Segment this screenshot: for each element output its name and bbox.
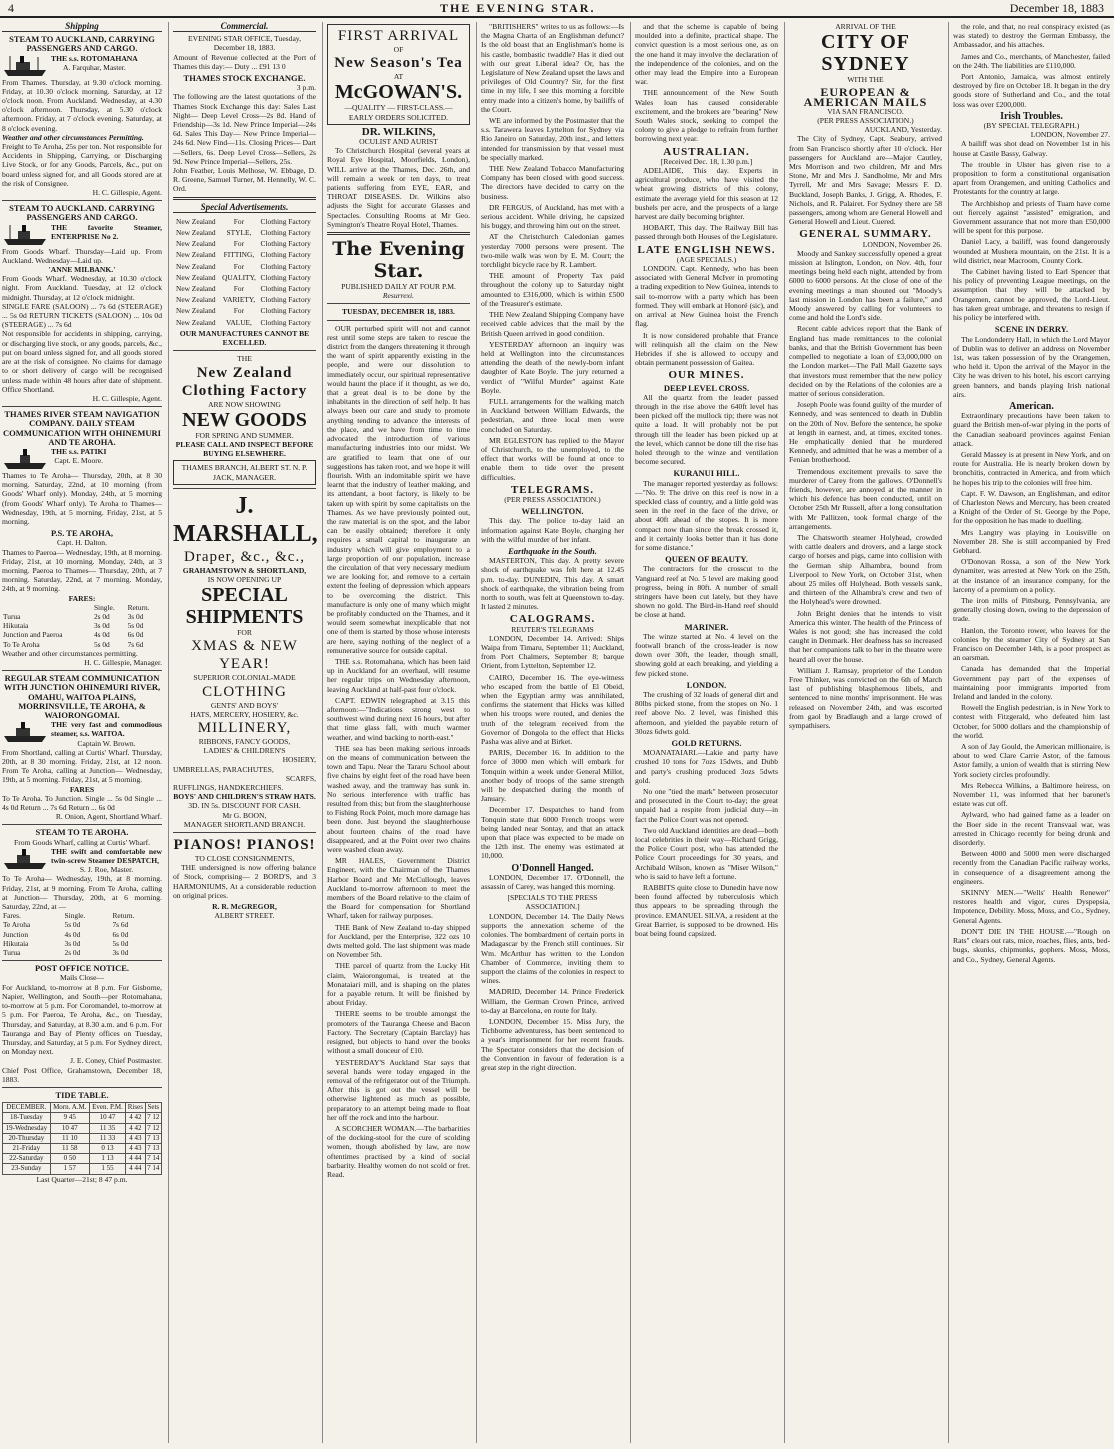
mine-report: All the quartz from the leader passed through in the rise above the 640ft level has been picked off the mullock tip; there was not quite a load. It will probably not be put through till the leader has been picked up at the level, which cannot be done till the rise has holed through to the winze and ventilation become secured. xyxy=(635,392,778,467)
ship-ad xyxy=(2,447,162,471)
mine-report: MOANATAIARI.—Lakie and party have crushed 10 tons for 7ozs 15dwts, and Dubb and party's crushing produced 3ozs 5dwts gold. xyxy=(635,748,778,785)
cable-item: December 17. Despatches to hand from Tonquin state that 6000 French troops were being landed near Sontay, and that an attack upon that place was expected to be made on the 12th inst. The enemy was estimated at 10,000. xyxy=(481,805,624,861)
steamship-icon xyxy=(2,847,48,871)
issue-date: December 18, 1883 xyxy=(1009,1,1104,15)
news-item: AT the Christchurch Caledonian games yesterday 7000 persons were present. The two-mile walk was won by E. M. Court; the torchlight bicycle race by R. Lambert. xyxy=(481,232,624,270)
column-telegrams xyxy=(476,22,628,1443)
column-irish-american xyxy=(948,22,1112,1443)
summary-item: The Chatsworth steamer Holyhead, crowded with cattle dealers and drovers, and a large stock cargo of horses and pigs, came into collision with the German ship Alhambra, bound from Liverpool to New York, on October 31st, when about 25 miles off Holyhead. Both vessels sank, and thirteen of the Alhambra's crew and two of the Holyhead's were drowned. xyxy=(789,532,942,607)
steamship-icon xyxy=(2,447,48,471)
tea-line-6: —QUALITY — FIRST-CLASS.— xyxy=(344,103,453,113)
agent-signature: R. Onion, Agent, Shortland Wharf. xyxy=(55,812,162,822)
nz-claim: OUR MANUFACTURES CANNOT BE EXCELLED. xyxy=(179,328,310,348)
season-line: FOR SPRING AND SUMMER. xyxy=(195,430,294,440)
table-row: Turua 2s 0d 3s 0d xyxy=(3,948,129,958)
masthead xyxy=(0,0,1114,18)
mcgregor-name: R. R. McGREGOR, xyxy=(212,901,277,911)
table-row: Junction 4s 0d 6s 0d xyxy=(3,929,129,939)
news-item: and that the scheme is capable of being moulded into a definite, practical shape. The convict question is a most serious one, as on the one hand it may involve the declaration of the independence of the colonies, and on the other may lead the Empire into a European war. xyxy=(635,22,778,87)
fares-text: SINGLE FARE (SALOON) ... 7s 6d (STEERAGE) ... 5s 0d RETURN TICKETS (SALOON) ... 10s 0d (STEERAGE) ... 7s 6d xyxy=(2,301,162,330)
ad-subheading: From Goods Wharf, calling at Curtis' Wharf. xyxy=(13,837,151,847)
notice-text: Freight to Te Aroha, 25s per ton. Not responsible for Accidents in Shipping, Carrying, or Discharging Live Stock, or for any Goods, Parcels, &c., put on board unless signed for, and all Goods stored are at the risk of Consignee. xyxy=(2,142,162,188)
tea-line-5: McGOWAN'S. xyxy=(334,81,463,104)
column-mail-arrival xyxy=(784,22,946,1443)
postmaster-signature: J. E. Coney, Chief Postmaster. xyxy=(70,1056,162,1066)
section-heading-commercial: Commercial. xyxy=(173,22,316,32)
post-office-heading: POST OFFICE NOTICE. xyxy=(34,963,130,974)
news-item: A bailiff was shot dead on November 1st in his house at Castle Bassy, Galway. xyxy=(953,139,1110,158)
editorial-text: OUR perturbed spirit will not and cannot rest until some steps are taken to rescue the district from the dangers threatening it through the want of spirit apparently existing in the people, and were our dissolution to immediately occur, our spiritual representative would haunt the place if it thought, as we do, that a great deal is to be done by the inhabitants in the direction of self help. It has always been our care and study to promote anything tending to advance the interests of the place, and we have from time to time advocated the introduction of various manufacturing industries into our midst. We are gratified to learn that one of our suggestions has taken root, and we hope it will flourish. With an indomitable spirit we have learnt that the industry of leather making, and its attendant, a boot factory, is likely to be taken up with spirit by some capitalists on the Thames. As we have previously pointed out, the raw material is on the spot, and the labor can be easily obtained; therefore it only requires a small capital to inaugurate an industry which will give employment to a large proportion of our population, increase the circulation of that very necessary medium we are looking for, and remove to a certain extent the feeling of depression which appears to be overcoming the district. This manufacture is only one of many which might be profitably conducted on the Thames, and it would seem somewhat inexplicable that not one of them is started by those whose interests are here, saying nothing of the neglect of a remunerative source for outside capital. xyxy=(327,323,470,655)
clothing-heading: CLOTHING xyxy=(202,683,287,700)
news-item: THERE seems to be trouble amongst the promoters of the Tauranga Cheese and Bacon Factory. The Secretary (Captain Barclay) has resigned, but objects to hand over the books without a small douceur of £10. xyxy=(327,1009,470,1056)
ad-heading: STEAM TO AUCKLAND. CARRYING PASSENGERS AND CARGO. xyxy=(9,203,155,223)
column-mines xyxy=(630,22,782,1443)
mine-heading: QUEEN OF BEAUTY. xyxy=(665,554,748,565)
mcgregor-address: ALBERT STREET. xyxy=(214,911,275,921)
news-item: THE New Zealand Tobacco Manufacturing Company has been closed with good success. The directors have decided to carry on the business. xyxy=(481,164,624,201)
special-heading: SPECIAL xyxy=(201,584,288,607)
news-item: Gerald Massey is at present in New York, and on route for Australia. He is nearly broken down by bronchitis, contracted in America, and from which he hopes his trip to the colonies will free him. xyxy=(953,449,1110,487)
schedule-text: Thames to Te Aroha— Thursday, 20th, at 8 30 morning. Saturday, 22nd, at 10 morning (from Goods' Wharf only). Monday, 24th, at 5 morning (from Goods' Wharf only). Te Aroha to Thames— Wednesday, 19th, at 5 morning. Friday, 21st, at 5 morning. xyxy=(2,470,162,526)
ship-master: Captain W. Brown. xyxy=(77,738,136,748)
consignments-text: THE undersigned is now offering balance of Stock, comprising— 2 BORD'S, and 3 HARMONIUMS, At a considerable reduction on original prices. xyxy=(173,863,316,900)
table-row: New Zealand For Clothing Factory xyxy=(176,239,311,249)
telegrams-heading: TELEGRAMS. xyxy=(510,483,595,496)
letter-britishers: "BRITISHERS" writes to us as follows:—Is the Magna Charta of an Englishman defunct? Is the old boast that an Englishman's home is his castle, bombastic twaddle? Has it died out with our great Liberal idea? Or, has the Legislature of New Zealand upset the laws and privileges of Old Country? Sir, for the first time in my life, I see this morning a forcible entry made into a citizen's home, by bailiffs of the Court. xyxy=(481,22,624,114)
press-association-line: (PER PRESS ASSOCIATION.) xyxy=(504,494,601,504)
our-mines-heading: OUR MINES. xyxy=(668,369,745,382)
tea-ad xyxy=(327,24,470,125)
news-item: Canada has demanded that the Imperial Government pay part of the expenses of maintaining poor immigrants imported from Ireland and landed in the colony. xyxy=(953,664,1110,702)
news-item: Between 4000 and 5000 men were discharged recently from the Canadian Pacific railway works, in consequence of a disagreement among the engineers. xyxy=(953,849,1110,886)
age-specials-line: (AGE SPECIALS.) xyxy=(676,254,737,264)
city-of-sydney-heading: CITY OF SYDNEY xyxy=(820,31,911,76)
pianos-heading: PIANOS! PIANOS! xyxy=(173,836,316,853)
news-item: Extraordinary precautions have been taken to guard the British men-of-war plying in the ports of the Canadian seaboard provinces against Fenian attack. xyxy=(953,411,1110,448)
ruffles-line: RUFFLINGS, HANDKERCHIEFS. xyxy=(173,782,284,792)
news-item: O'Donovan Rossa, a son of the New York dynamiter, was arrested at New York on the 25th, at the instance of an insurance company, for the larceny of a premium on a policy. xyxy=(953,557,1110,594)
news-item: Two old Auckland identities are dead—both local celebrities in their way—Richard Grigg, the Police Court post, who has attended the Police Court proceedings for 30 years, and Archibald Wilson, known as "Miser Wilson," who is said to have left a fortune. xyxy=(635,825,778,881)
odonnell-heading: O'Donnell Hanged. xyxy=(511,862,594,874)
cable-item: LONDON, December 14. The Daily News supports the annexation scheme of the colonies. The bombardment of certain ports in Madagascar by the French still continues. Sir Wm. McArthur has written to the London Chamber of Commerce, inviting them to support the claims of the colonies in respect to wines. xyxy=(481,911,624,986)
customs-revenue: Amount of Revenue collected at the Port of Thames this day:— Duty ... £91 13 0 xyxy=(173,52,316,71)
special-telegraph-line: (BY SPECIAL TELEGRAPH.) xyxy=(983,121,1080,131)
mine-report: The manager reported yesterday as follows:—"No. 9: The drive on this reef is now in a speckled class of country, and a little gold was seen in the reef in the face of the drive, or about 40ft ahead of the stopes. It is more compact now than since the break crossed it, and it certainly looks better than it has done for some distance." xyxy=(635,478,778,552)
ship-master: Capt. E. Moore. xyxy=(54,456,104,466)
table-row: New Zealand QUALITY, Clothing Factory xyxy=(176,272,311,282)
weather-note: Weather and other circumstances Permitting. xyxy=(2,132,144,142)
ship-ad xyxy=(2,720,162,748)
ship-master: S. J. Roe, Master. xyxy=(79,865,134,875)
column-shipping xyxy=(2,22,166,1443)
advertisement: SKINNY MEN.—"Wells' Health Renewer" restores health and vigor, cures Dyspepsia, Impotence, Debility. Moss, Moss, and Co., Sydney, General Agents. xyxy=(953,888,1110,925)
fares-title: FARES xyxy=(69,784,95,794)
table-row: 21-Friday 11 58 0 13 4 43 7 13 xyxy=(3,1143,162,1153)
schedule-text: From Goods Wharf. Wednesday, at 10.30 o'clock night. From Auckland. Tuesday, at 12 o'clock midnight. Thursday, at 12 o'clock midnight. xyxy=(2,274,162,302)
news-item: THE New Zealand Shipping Company have received cable advices that the mail by the British Queen arrived in good condition. xyxy=(481,310,624,338)
schedule-text: Thames to Paeroa— Wednesday, 19th, at 8 morning. Friday, 21st, at 10 morning. Monday, 24th, at 3 morning. Paeroa to Thames— Thursday, 20th, at 7 morning. Saturday, 22nd, at 7 morning. Monday, 24th, at 9 morning. xyxy=(2,547,162,594)
news-item: MR HALES, Government District Engineer, with the Chairman of the Thames Harbor Board and Mr McCullough, leaves Auckland to-morrow afternoon to meet the members of the Board relative to the claim of the Board for compensation for Shortland Wharf, taken for railway purposes. xyxy=(327,856,470,921)
paper-date: TUESDAY, DECEMBER 18, 1883. xyxy=(342,307,455,317)
millinery-heading: MILLINERY, xyxy=(197,719,292,736)
summary-item: John Bright denies that he intends to visit America this winter. The health of the Princess of Wales is not good; she has increased the cold caught in Denmark. Her deafness has so increased that her companions talk to her in the theatre were heard all over the house. xyxy=(789,608,942,664)
column-editorial xyxy=(322,22,474,1443)
table-row: New Zealand For Clothing Factory xyxy=(176,261,311,271)
mine-heading: DEEP LEVEL CROSS. xyxy=(663,382,750,393)
consignments-line: TO CLOSE CONSIGNMENTS, xyxy=(194,853,295,863)
news-item: Mrs Rebecca Wilkins, a Baltimore heiress, on November 11, was informed that her baronet's estate was cut off. xyxy=(953,780,1110,809)
discount-line: 3D. IN 5s. DISCOUNT FOR CASH. xyxy=(188,801,301,811)
agent-signature: H. C. Gillespie, Agent. xyxy=(92,188,162,198)
ship-name: 'ANNE MILBANK.' xyxy=(48,265,116,275)
table-row: New Zealand STYLE, Clothing Factory xyxy=(176,228,311,238)
news-item: THE s.s. Rotomahana, which has been laid up in Auckland for an overhaul, will resume her regular trips on Wednesday afternoon, leaving Auckland at half-past four o'clock. xyxy=(327,656,470,694)
cable-item: It is now considered probable that France will relinquish all the claim on the New Hebrides if she is allowed to occupy and obtain permanent possession of Gaitea. xyxy=(635,330,778,368)
column-commercial xyxy=(168,22,320,1443)
marshall-location: GRAHAMSTOWN & SHORTLAND, xyxy=(182,565,307,575)
dateline-auckland: AUCKLAND, Yesterday. xyxy=(864,125,942,135)
draper-line: Draper, &c., &c., xyxy=(184,548,305,565)
umbrellas-line: UMBRELLAS, PARACHUTES, xyxy=(173,764,274,774)
table-row: New Zealand For Clothing Factory xyxy=(176,306,311,316)
nz-clothing-ad-table xyxy=(173,215,316,329)
news-item: THE announcement of the New South Wales loan has caused considerable excitement, and the brokers are "bearing" New South Wales stock, seeking to compel the colony to give a pledge to refrain from further borrowing next year. xyxy=(635,88,778,144)
news-item: James and Co., merchants, of Manchester, failed on the 24th. The liabilities are £110,000. xyxy=(953,51,1110,70)
news-item: WE are informed by the Postmaster that the s.s. Tarawera leaves Lyttelton for Sydney via Rio Janeiro on Saturday, 20th inst., and letters intended for transmission by that vessel must be specially marked. xyxy=(481,116,624,162)
paper-title: The Evening Star. xyxy=(332,238,465,283)
scarfs-line: SCARFS, xyxy=(285,773,316,783)
ship-name: THE very fast and commodious steamer, s.s. WAITOA. xyxy=(51,720,162,739)
fares-table: Single. Return. Turua 2s 0d 3s 0d Hikutaia 3s 0d 5s 0d Junction and Paeroa 4s 0d 6s 0d To Te Aroha 5s 0d 7s 6d xyxy=(2,603,162,649)
news-item: A SCORCHER WOMAN.—The barbarities of the docking-stool for the cure of scolding women, though abolished by law, are now oftentimes practised by a kind of social barbarity. Healthy women do not scold or fret. Read. xyxy=(327,1123,470,1179)
now-showing: ARE NOW SHOWING xyxy=(208,399,281,409)
agent-signature: H. C. Gillespie, Manager. xyxy=(84,657,162,667)
office-dateline: EVENING STAR OFFICE, Tuesday, December 18, 1883. xyxy=(187,34,302,53)
ad-heading: STEAM TO AUCKLAND, CARRYING PASSENGERS AND CARGO. xyxy=(9,34,155,54)
broker-list: John Feather, Louis Melhose, W. Ebbage, D. R. Greene, Samuel Turner, M. Hennelly, W. C. Ord. xyxy=(173,166,316,194)
fares-table: Fares. Single. Return. Te Aroha 5s 0d 7s 6d Junction 4s 0d 6s 0d Hikutaia 3s 0d 5s 0d Turua 2s 0d 3s 0d xyxy=(2,911,162,957)
mails-heading: EUROPEAN & AMERICAN MAILS xyxy=(803,85,928,109)
new-goods-heading: NEW GOODS xyxy=(182,408,307,431)
calograms-heading: CALOGRAMS. xyxy=(509,613,596,626)
mine-heading: MARINER. xyxy=(684,621,729,632)
gents-line: GENTS' AND BOYS' xyxy=(210,700,279,710)
ship-name: THE favorite Steamer, ENTERPRISE No 2. xyxy=(51,222,162,241)
via-line: VIA SAN FRANCISCO. xyxy=(827,106,904,116)
cable-item: LONDON. Capt. Kennedy, who has been associated with General McIver in promoting a trading expedition to New Guinea, intends to sail to-morrow with a party which has been formed. They will embark at Honoré (sic), and on arrival at New Guinea hoist the French flag. xyxy=(635,264,778,329)
stock-exchange-time: 3 p.m. xyxy=(296,83,316,93)
ad-heading: REGULAR STEAM COMMUNICATION WITH JUNCTION OHINEMURI RIVER, OMAHU, WAITOA PLAINS, MORRINSVILLE, TE AROHA, & WAIORONGOMAI. xyxy=(3,673,161,720)
marshall-name: J. MARSHALL, xyxy=(173,492,318,547)
press-association-line: (PER PRESS ASSOCIATION.) xyxy=(817,116,914,126)
news-item: THE amount of Property Tax paid throughout the colony up to Saturday night amounted to £316,000, which is within £500 of the Treasurer's estimate. xyxy=(481,271,624,308)
post-office-date: Chief Post Office, Grahamstown, December 18, 1883. xyxy=(2,1065,162,1084)
xmas-line: XMAS & NEW YEAR! xyxy=(191,638,298,673)
specials-line: [SPECIALS TO THE PRESS ASSOCIATION.] xyxy=(507,893,598,912)
summary-item: Tremendous excitement prevails to save the murderer of Carey from the gallows. O'Donnell's friends, however, are annoyed at the manner in which his defence has been conducted, until on October 25th Mr Russell, after a long consultation with Mr Pallitzen, took formal charge of the arrangements. xyxy=(789,466,942,531)
boon-title: MANAGER SHORTLAND BRANCH. xyxy=(183,819,306,829)
irish-troubles-heading: Irish Troubles. xyxy=(1000,110,1063,122)
schedule-text: From Shortland, calling at Curtis' Wharf. Thursday, 20th, at 8 30 morning. Friday, 21st, at 12 noon. From Te Aroha, calling at Junction— Wednesday, 19th, at 5 morning. Friday, 21st, at 5 morning. xyxy=(2,747,162,785)
inspect-line: PLEASE CALL AND INSPECT BEFORE BUYING ELSEWHERE. xyxy=(175,439,314,459)
news-item: THE sea has been making serious inroads on the means of communication between the town and Tapu. Near the Tararu School about five chains by eight feet of the road have been washed away, and the tramway has sunk in. No serious interference with traffic has resulted from this; but from the slaughterhouse to Fishing Rock Point, much more damage has been done. Just beyond the slaughterhouse about fourteen chains of the road have disappeared, and at the Point over two chains were washed clean away. xyxy=(327,743,470,855)
table-row: New Zealand For Clothing Factory xyxy=(176,284,311,294)
page-number: 4 xyxy=(8,1,14,15)
arrival-text: The City of Sydney, Capt. Seabury, arrived from San Francisco shortly after 10 o'clock. Her passengers for Auckland are—Major Cautley, Mrs Morrison and two children, Mr and Mrs Stone, Mr and Mrs J. Sandholme, Mr and Mrs Tyrrell, Mr and Mrs Savage; Messrs F. D. Buckland, Joseph Banks, J. Grigg, A. Rhodes, F. Nichols, and R. Palairet. For Sydney there are 58 passengers, among whom are General Howell and General Howell and Lieut. Cuered. xyxy=(789,134,942,227)
table-row: 18-Tuesday 9 45 10 47 4 42 7 12 xyxy=(3,1113,162,1123)
tea-line-2: OF xyxy=(393,45,404,54)
scene-in-derry-heading: SCENE IN DERRY. xyxy=(994,324,1069,335)
dateline-wellington: WELLINGTON. xyxy=(521,506,584,517)
news-item: YESTERDAY'S Auckland Star says that several hands were today engaged in the removal of the refrigerator out of the Triumph. After this is got out the vessel will be otherwise lightened as much as possible, preparatory to an attempt being made to float her off the rock and into the harbour. xyxy=(327,1057,470,1122)
tea-line-7: EARLY ORDERS SOLICITED. xyxy=(348,112,449,122)
newspaper-title: THE EVENING STAR. xyxy=(440,1,596,15)
schedule-text: From Thames. Thursday, at 9.30 o'clock morning. Friday, at 10.30 o'clock morning. Saturday, at 12 o'clock noon. From Auckland. Wednesday, at 4.30 o'clock afternoon. Thursday, at 5.30 o'clock afternoon. Friday, at 7 o'clock evening. Saturday, at 8 o'clock evening. xyxy=(2,77,162,133)
ship-name: THE s.s. ROTOMAHANA xyxy=(51,53,138,63)
hosiery-line: HOSIERY, xyxy=(282,755,316,765)
table-row: Turua 2s 0d 3s 0d xyxy=(3,611,144,621)
dateline-london: LONDON, November 27. xyxy=(1030,130,1110,140)
steamship-icon xyxy=(2,223,48,247)
news-item: Hanlon, the Toronto rower, who leaves for the colonies by the steamer City of Sydney at San Francisco on December 14th, is a poor prospect as an oarsman. xyxy=(953,625,1110,663)
reuter-line: REUTER'S TELEGRAMS xyxy=(511,624,594,634)
post-office-sub: Mails Close— xyxy=(59,973,105,983)
published-line: PUBLISHED DAILY AT FOUR P.M. xyxy=(341,282,456,292)
news-item: CAPT. EDWIN telegraphed at 3.15 this afternoon:—"Indications strong west to southwest wind during next 16 hours, but after that time glass fall, with much warmer weather, and wind backing to north-east." xyxy=(327,695,470,742)
table-row: 20-Thursday 11 10 11 33 4 43 7 13 xyxy=(3,1133,162,1143)
news-item: Rowell the English pedestrian, is in New York to contest with Fitzgerald, who defeated him last October, for 5000 dollars and the championship of the world. xyxy=(953,703,1110,740)
news-item: A son of Jay Gould, the American millionaire, is about to wed Clare Carrie Astor, of the famous Astor family, a union of wealth that is stirring New York society circles profoundly. xyxy=(953,742,1110,779)
schedule-text: To Te Aroha— Wednesday, 19th, at 8 morning. Friday, 21st, at 9 morning. From Te Aroha, calling at Junction— Thursday, 20th, at 6 morning. Saturday, 22nd, at — xyxy=(2,874,162,912)
table-row: Hikutaia 3s 0d 5s 0d xyxy=(3,621,144,631)
summary-item: Recent cable advices report that the Bank of England has made remittances to the colonial banks, and that the British Government has been compelled to negotiate a loan of £3,000,000 on the London market—The Pall Mall Gazette says that investors must remember that the new policy decided on by the Relations of the colonies are a matter of serious consideration. xyxy=(789,324,942,398)
for-line: FOR xyxy=(237,628,252,638)
summary-item: William J. Ramsay, proprietor of the London Free Thinker, was convicted on the 6th of March last of publishing blasphemous libels, and sentenced to nine months' imprisonment. He was released on November 24th, and was escorted from gaol by Bradlaugh and a large crowd of sympathisers. xyxy=(789,665,942,731)
table-row: Hikutaia 3s 0d 5s 0d xyxy=(3,938,129,948)
news-item: YESTERDAY afternoon an inquiry was held at Wellington into the circumstances attending the death of the newly-born infant daughter of Kate Boyle. The jury returned a verdict of "Wilful Murder" against Kate Boyle. xyxy=(481,339,624,395)
advertisement: DON'T DIE IN THE HOUSE.—"Rough on Rats" clears out rats, mice, roaches, flies, ants, bed-bugs, skunks, chipmunks, gophers. Moss, Moss, and Co., Sydney, General Agents. xyxy=(953,926,1110,964)
american-heading: American. xyxy=(1009,400,1054,412)
news-item: Mrs Langtry was playing in Louisville on November 28. She is still accompanied by Fred Gebhard. xyxy=(953,527,1110,555)
cable-item: PARIS, December 16. In addition to the force of 3000 men which will embark for Tonquin within a week under General Millot, another body of troops of the same strength will be despatched during the month of January. xyxy=(481,748,624,804)
tide-table: DECEMBER. Morn. A.M. Even. P.M. Rises Sets 18-Tuesday 9 45 10 47 4 42 7 12 19-Wednesday 10 47 11 35 4 42 7 12 20-Thursday 11 10 11 33 4 43 7 13 21-Friday 11 58 0 13 4 43 7 13 22-Saturday 0 50 1 13 4 44 7 14 23-Sunday 1 57 1 55 4 44 7 14 xyxy=(2,1102,162,1174)
ship-name: THE s.s. PATIKI xyxy=(51,446,107,456)
news-item: RABBITS quite close to Dunedin have now been found affected by tuberculosis which thus appears to be spreading through the province. EMANUEL SILVA, a resident at the Great Barrier, is supposed to be drowned. His boat being found capsized. xyxy=(635,883,778,939)
cable-item: CAIRO, December 16. The eye-witness who escaped from the battle of El Obeid, when the Egyptian army was annihilated, confirms the statement that Hicks was killed when his troops were routed, and denies the truth of the telegram received from the Governor of Dongola to the effect that Hicks Pasha was alive and at Birket. xyxy=(481,672,624,747)
ship-master: Capt. H. Dalton. xyxy=(57,538,107,548)
summary-item: Moody and Sankey successfully opened a great mission at Islington, London, on Nov. 4th, four meetings being held each night, attended by from 6000 to 6000 persons. At the close of one of the evening meetings a man shouted out "Moody's last mission in London has been a failure," and Moody answered by calling for volunteers to come and hold the Lord's side. xyxy=(789,248,942,323)
news-item: DR FERGUS, of Auckland, has met with a serious accident. While driving, he capsized his buggy, and throwing him out on the street. xyxy=(481,202,624,231)
received-line: [Received Dec. 18, 1.30 p.m.] xyxy=(660,156,753,166)
moon-phase-note: Last Quarter—21st; 8 47 p.m. xyxy=(36,1174,128,1184)
news-item: THE parcel of quartz from the Lucky Hit claim, Waiorongomai, is treated at the Monataiari mill, and is shaping on the plates for a payable return. It will be finished by about Friday. xyxy=(327,961,470,1008)
wilkins-name: DR. WILKINS, xyxy=(361,125,436,138)
ship-name: P.S. TE AROHA, xyxy=(50,528,114,539)
ad-heading: THAMES RIVER STEAM NAVIGATION COMPANY. DAILY STEAM COMMUNICATION WITH OHINEMURI AND TE AROHA. xyxy=(3,409,161,447)
news-item: The Londonderry Hall, in which the Lord Mayor of Dublin was to deliver an address on November 1st, was taken possession of by the Orangemen, who held it. Upon the arrival of the Mayor in the City he was driven to his hotel, his escort carrying green banners, and bands playing Irish national airs. xyxy=(953,334,1110,399)
news-item: the role, and that, no real conspiracy existed (as was stated) to destroy the German Embassy, the Ambassador, and his attaches. xyxy=(953,22,1110,50)
fares-text: To Te Aroha. To Junction. Single ... 5s 0d Single ... 4s 0d Return ... 7s 6d Return ... 6s 0d xyxy=(2,793,162,813)
opening-line: IS NOW OPENING UP xyxy=(207,574,282,584)
fares-title: FARES: xyxy=(68,593,96,603)
mine-report: The crushing of 32 loads of general dirt and 80lbs picked stone, from the stopes on No. 1 reef above No. 2 level, was finished this afternoon, and yielded the payable return of 30ozs 6dwts gold. xyxy=(635,690,778,736)
news-item: The Archbishop and priests of Tuam have come out fiercely against "assisted" emigration, and Government assurance that not more than £50,000 will be spent for this purpose. xyxy=(953,198,1110,236)
table-row: Junction and Paeroa 4s 0d 6s 0d xyxy=(3,630,144,640)
mine-report: The contractors for the crosscut to the Vanguard reef at No. 5 level are making good progress, being in 80ft. A number of small stringers have been cut lately, but they have shown no gold. The Bird-in-Hand reef should be close at hand. xyxy=(635,564,778,620)
mine-heading: LONDON. xyxy=(686,679,727,690)
hats-line: HATS, MERCERY, HOSIERY, &c. xyxy=(190,709,299,719)
wilkins-text: To Christchurch Hospital (several years at Royal Eye Hospital, Moorfields, London), WILL arrive at the Thames, Dec. 26th, and will remain a week or ten days, to treat patients suffering from EYE, EAR, and THROAT DISEASES. Dr. Wilkins also adjusts the Sight for accurate Glasses and Spectacles. Consulting Rooms at Mr Geo. Symington's Theatre Royal Hotel, Thames. xyxy=(327,146,470,229)
news-item: No one "tied the mark" between prosecutor and prosecuted in the Court to-day; the great unpaid had a respite from judicial duty—in fact the Police Court was not opened. xyxy=(635,787,778,824)
general-summary-heading: GENERAL SUMMARY. xyxy=(799,228,932,241)
ship-name: THE swift and comfortable new twin-screw Steamer DESPATCH, xyxy=(51,846,162,866)
shipments-heading: SHIPMENTS xyxy=(185,606,304,629)
australian-heading: AUSTRALIAN. xyxy=(663,145,750,158)
wilkins-title: OCULIST AND AURIST xyxy=(359,137,438,147)
superior-line: SUPERIOR COLONIAL-MADE xyxy=(193,673,296,683)
tea-line-4: AT xyxy=(393,72,404,82)
table-row: Te Aroha 5s 0d 7s 6d xyxy=(3,920,129,930)
section-heading-shipping: Shipping xyxy=(2,22,162,32)
tea-line-3: New Season's Tea xyxy=(334,55,463,72)
news-item: The Cabinet having listed to Earl Spencer that his policy of preventing League meetings, on the assumption that they will be attacked by Orangemen, cannot be approved, the Lord-Lieut. has taken great umbrage, and threatens to resign if his policy be interfered with. xyxy=(953,267,1110,323)
table-row: 23-Sunday 1 57 1 55 4 44 7 14 xyxy=(3,1164,162,1174)
nz-factory-name: New Zealand Clothing Factory xyxy=(181,364,308,399)
news-item: THE Bank of New Zealand to-day shipped for Auckland, per the Enterprise, 322 ozs 10 dwts melted gold. The last shipment was made on November 5th. xyxy=(327,922,470,960)
news-item: Aylward, who had gained fame as a leader on the Boer side in the recent Transvaal war, was arrested in Chicago recently for being drunk and disorderly. xyxy=(953,810,1110,848)
earthquake-text: MASTERTON, This day. A pretty severe shock of earthquake was felt here at 12.45 p.m. to-day. DUNEDIN, This day. A smart shock of earthquake, the vibration being from north to south, was felt at Queenstown to-day. It lasted 2 minutes. xyxy=(481,556,624,612)
notice-text: Not responsible for accidents in shipping, carrying, or discharging live stock, or any goods, parcels, &c., put on board unless signed for, and all goods stored are at the risk of consignee. No claims for damage to or short delivery of cargo will be recognised unless made within 48 hours after date of shipment. Office Shortland. xyxy=(2,329,162,394)
earthquake-heading: Earthquake in the South. xyxy=(508,545,597,556)
ship-ad xyxy=(2,847,162,875)
summary-item: Joseph Poole was found guilty of the murder of Kennedy, and was sentenced to death in Dublin on the 20th of Nov. Before the sentence, he spoke at length in earnest, and, at times, excited tones. He emphatically denied that he murdered Kennedy, and admitted that he was a member of a Fenian brotherhood. xyxy=(789,400,942,465)
ladies-line: LADIES' & CHILDREN'S xyxy=(203,746,286,756)
straw-hats-line: BOYS' AND CHILDREN'S STRAW HATS. xyxy=(173,792,316,802)
dateline-london: LONDON, November 26. xyxy=(862,239,942,249)
cable-item: MADRID, December 14. Prince Frederick William, the German Crown Prince, arrived to-day at Barcelona, en route for Italy. xyxy=(481,987,624,1015)
steamship-icon xyxy=(2,720,48,744)
telegram-text: This day. The police to-day laid an information against Kate Boyle, charging her with the wilful murder of her infant. xyxy=(481,516,624,544)
ship-ad xyxy=(2,54,162,78)
table-row: New Zealand For Clothing Factory xyxy=(176,216,311,226)
section-heading-special-ads: Special Advertisements. xyxy=(173,203,316,213)
post-office-text: For Auckland, to-morrow at 8 p.m. For Gisborne, Napier, Wellington, and South—per Rotomahana, to-morrow at 5 p.m. For Coromandel, to-morrow at 5 p.m. For Paeroa, Te Aroha, &c., on Tuesday, Thursday, and Saturday, at 8.30 a.m. and 6 p.m. For Tauranga and Bay of Plenty offices on Tuesday, Thursday, and Saturday, at 5 p.m. For Sydney direct, on Monday next. xyxy=(2,982,162,1057)
weather-note: Weather and other circumstances permitting. xyxy=(2,648,138,658)
cable-item: LONDON, December 17. O'Donnell, the assassin of Carey, was hanged this morning. xyxy=(481,872,624,892)
cable-item: LONDON, December 14. Arrived: Ships Waipa from Timaru, September 11; Auckland, from Port Chalmers, September 8; barque Orient, from Lyttelton, September 12. xyxy=(481,633,624,671)
ribbons-line: RIBBONS, FANCY GOODS, xyxy=(198,736,291,746)
arrival-line: ARRIVAL OF THE xyxy=(835,22,896,31)
table-row: New Zealand FITTING, Clothing Factory xyxy=(176,250,311,260)
with-the-line: WITH THE xyxy=(847,75,884,85)
agent-signature: H. C. Gillespie, Agent. xyxy=(92,393,162,403)
cable-item: HOBART, This day. The Railway Bill has passed through both Houses of the Legislature. xyxy=(635,223,778,242)
news-item: Capt. F. W. Dawson, an Englishman, and editor of Charleston News and Mercury, has been created a Knight of the Order of St. George by the Pope, for the opposition he has made to duelling. xyxy=(953,488,1110,526)
tide-table-heading: TIDE TABLE. xyxy=(55,1089,109,1100)
late-english-heading: LATE ENGLISH NEWS. xyxy=(637,243,776,256)
news-item: The iron mills of Pittsburg, Pennsylvania, are generally closing down, owing to the depression of trade. xyxy=(953,595,1110,624)
news-item: Port Antonio, Jamaica, was almost entirely destroyed by fire on October 18. It began in the dry goods store of Sutherland and Co., and the total loss was over £200,000. xyxy=(953,72,1110,109)
news-item: FULL arrangements for the walking match in Auckland between William Edwards, the pedestrian, and three local men were concluded on Saturday. xyxy=(481,396,624,434)
schedule-text: From Goods Wharf. Thursday—Laid up. From Auckland. Wednesday—Laid up. xyxy=(2,246,162,265)
gold-returns-heading: GOLD RETURNS. xyxy=(671,738,742,749)
news-item: The trouble in Ulster has given rise to a proposition to form a constitutional organisation apart from Orangemen, and uniting Catholics and Protestants for the country at large. xyxy=(953,159,1110,197)
ship-ad xyxy=(2,223,162,247)
boon-name: Mr G. BOON, xyxy=(222,810,267,820)
ad-the: THE xyxy=(237,354,252,364)
thames-branch-box: THAMES BRANCH, ALBERT ST. N. P. JACK, MANAGER. xyxy=(173,460,316,484)
steamship-icon xyxy=(2,54,48,78)
tea-line-1: FIRST ARRIVAL xyxy=(337,28,460,44)
stock-exchange-text: The following are the latest quotations of the Thames Stock Exchange this day: Sales Last Night— Deep Level Cross—2s 8d. Hand of Friendship—3s 1d. New Prince Imperial—24s 6d. Sales This Day— New Prince Imperial—24s 6d. New Find—11s. Closing Prices— Dart—Sellers, 6s. Deep Level Cross—Sellers, 2s 9d. New Prince Imperial—Sellers, 25s. xyxy=(173,92,316,166)
stock-exchange-heading: THAMES STOCK EXCHANGE. xyxy=(183,73,306,84)
table-row: 22-Saturday 0 50 1 13 4 44 7 14 xyxy=(3,1154,162,1164)
table-row: New Zealand VALUE, Clothing Factory xyxy=(176,317,311,327)
table-row: To Te Aroha 5s 0d 7s 6d xyxy=(3,639,144,649)
mine-heading: KURANUI HILL. xyxy=(673,468,740,479)
table-row: New Zealand VARIETY, Clothing Factory xyxy=(176,295,311,305)
mine-report: The winze started at No. 4 level on the footwall branch of the cross-leader is now down over 30ft, the leader, though small, showing gold at each breaking, and yielding a few picked stone. xyxy=(635,631,778,678)
table-row: 19-Wednesday 10 47 11 35 4 42 7 12 xyxy=(3,1123,162,1133)
paper-motto: Resurrexi. xyxy=(382,291,415,301)
cable-item: LONDON, December 15. Miss Jury, the Tichborne adventuress, has been sentenced to a year's imprisonment for her recent frauds. The Spectator considers that the decision of the Convention in favour of federation is a great step in the right direction. xyxy=(481,1016,624,1072)
news-item: Daniel Lacy, a bailiff, was found dangerously wounded at Mushera mountain, on the 21st. It is a wild district, near Macroom, County Cork. xyxy=(953,237,1110,265)
cable-item: ADELAIDE, This day. Experts in agricultural produce, who have visited the wheat growing districts of this colony, estimate the average yield for this season at 12 bushels per acre, and the prospects of a large harvest are daily becoming brighter. xyxy=(635,166,778,222)
news-item: MR EGLESTON has replied to the Mayor of Christchurch, to the unemployed, to the effect that works will be found at once to enable them to tide over the present difficulties. xyxy=(481,435,624,482)
ad-heading: STEAM TO TE AROHA. xyxy=(35,827,129,838)
ship-master: A. Farquhar, Master. xyxy=(63,62,126,72)
